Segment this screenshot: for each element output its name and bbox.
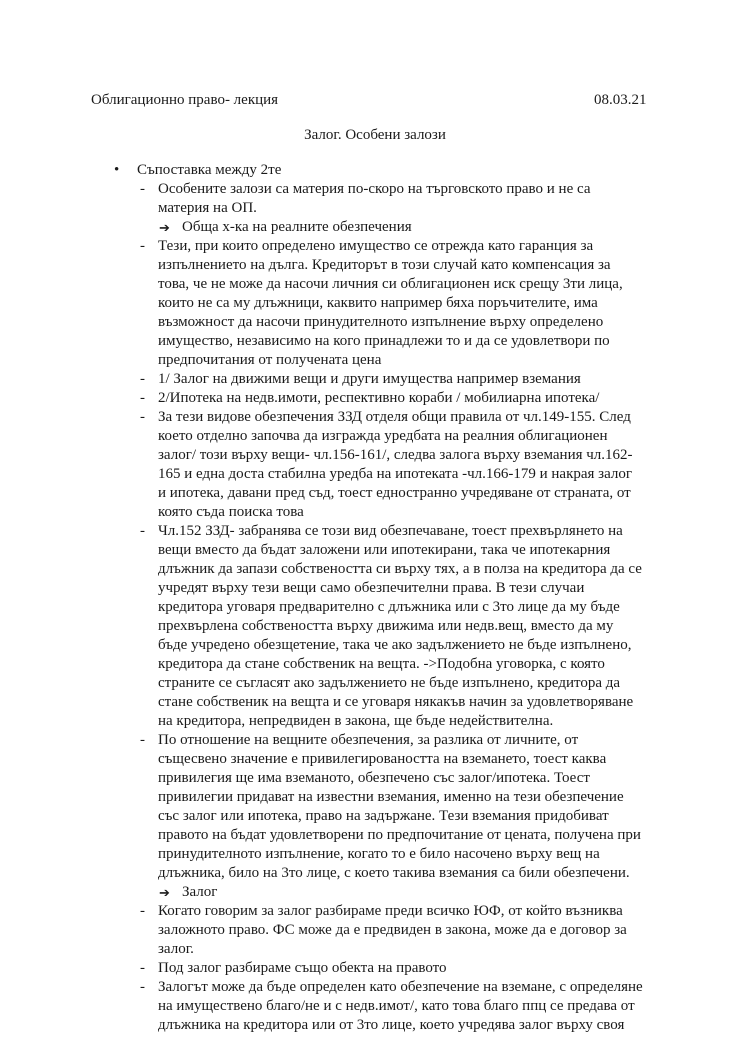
arrow-text: Обща х-ка на реалните обезпечения [182,219,412,235]
bullet-item [0,161,627,180]
dash-text: Особените залози са материя по-скоро на търговското право и не са материя на ОП. [158,181,591,216]
dash-item [0,978,643,1035]
header-date: 08.03.21 [594,92,647,108]
dash-text: 2/Ипотека на недв.имоти, респективно кораби / мобилиарна ипотека/ [158,390,600,406]
dash-icon: - [140,371,145,387]
arrow-item [0,218,642,237]
dash-icon: - [140,960,145,976]
dash-icon: - [140,732,145,748]
dash-item [0,902,643,959]
dash-text: По отношение на вещните обезпечения, за разлика от личните, от същесвено значение е привилегироваността на вземането, тоест каква привилегия ще има вземаното, обезпечено със залог/ипотека. Тоест привилегии придават на известни вземания, именно на тези обезпечение със залог или ипотека, право на задържане. Тези вземания придобиват правото на бъдат удовлетворени по предпочитание от цената, получена при принудителното изпълнение, когато то е било насочено върху вещ на длъжника, било на 3то лице, с което такива вземания са били обезпечени. [158,732,641,881]
dash-text: За тези видове обезпечения ЗЗД отделя общи правила от чл.149-155. След което отделно започва да изгражда уредбата на реалния облигационен залог/ този върху вещи- чл.156-161/, следва залога върху вземания чл.162-165 и една доста стабилна уредба на ипотеката -чл.166-179 и накрая залог и ипотека, давани пред съд, тоест едностранно учредяване от страната, от която съда поиска това [158,409,633,520]
dash-item [0,522,643,731]
dash-icon: - [140,181,145,197]
dash-text: Когато говорим за залог разбираме преди всичко ЮФ, от който възниква заложното право. ФС може да е предвиден в закона, може да е договор за залог. [158,903,627,957]
header-course-title: Облигационно право- лекция [91,92,279,108]
bullet-text: Съпоставка между 2те [137,162,282,178]
dash-item [0,959,643,978]
dash-text: Залогът може да бъде определен като обезпечение на вземане, с определяне на имуществено благо/не и с недв.имот/, като това благо ппц се предава от длъжника на кредитора или от 3то лице, което учредява залог върху своя [158,979,643,1033]
dash-text: Чл.152 ЗЗД- забранява се този вид обезпечаване, тоест прехвърлянето на вещи вместо да бъдат заложени или ипотекирани, така че ипотекарния длъжник да запази собствеността си върху тях, а в полза на кредитора да се учредят върху тези вещи само обезпечителни права. В тези случаи кредитора уговаря предварително с длъжника или с 3то лице да му бъде прехвърлена собствеността върху движима или недв.вещ, вместо да му бъде учредено обезщетение, така че ако задължението не бъде изпълнено, кредитора да стане собственик на вещта. ->Подобна уговорка, с която страните се съгласят ако задължението не бъде изпълнено, кредитора да стане собственик на вещта и се уговаря някакъв начин за удовлетворяване на кредитора, непредвиден в закона, ще бъде недействителна. [158,523,642,729]
dash-icon: - [140,523,145,539]
dash-text: 1/ Залог на движими вещи и други имущества например вземания [158,371,581,387]
dash-item [0,408,643,522]
dash-text: Под залог разбираме също обекта на правото [158,960,447,976]
dash-item [0,237,643,370]
dash-icon: - [140,238,145,254]
dash-icon: - [140,979,145,995]
arrow-right-icon: ➔ [159,220,170,235]
dash-item [0,370,643,389]
dash-item [0,180,643,218]
dash-item [0,389,643,408]
arrow-right-icon: ➔ [159,885,170,900]
page-title: Залог. Особени залози [304,127,446,143]
arrow-item [0,883,642,902]
dash-text: Тези, при които определено имущество се отрежда като гаранция за изпълнението на дълга. Кредиторът в този случай като компенсация за това, че не може да насочи личния си облигационен иск срещу 3ти лица, които не са му длъжници, каквито например бяха поръчителите, има възможност да насочи принудителното изпълнение върху определено имущество, независимо на кого принадлежи то и да се удовлетвори по предпочитания от получената цена [158,238,623,368]
arrow-text: Залог [182,884,218,900]
bullet-icon: • [114,162,120,178]
dash-item [0,731,643,883]
dash-icon: - [140,390,145,406]
dash-icon: - [140,903,145,919]
dash-icon: - [140,409,145,425]
document-body [0,160,750,1035]
